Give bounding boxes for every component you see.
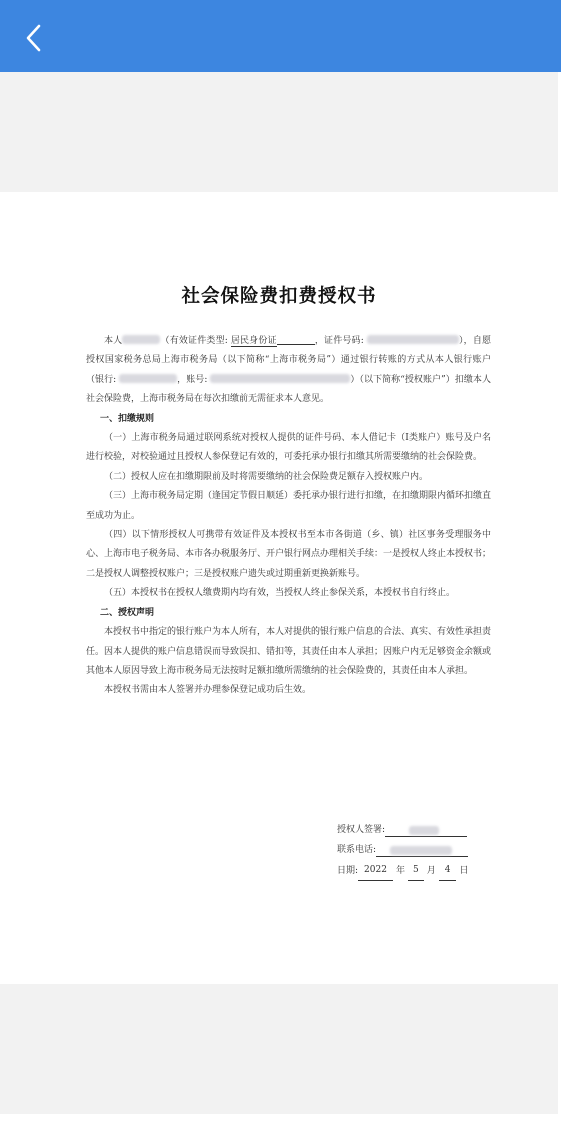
signature-field [385, 824, 467, 837]
rule-4: （四）以下情形授权人可携带有效证件及本授权书至本市各街道（乡、镇）社区事务受理服务中心、上海市电子税务局、本市各办税服务厅、开户银行网点办理相关手续：一是授权人终止本授权书；二是授权人调整授权账户；三是授权账户遗失或过期重新更换新账号。 [86, 530, 492, 579]
top-navigation-bar [0, 0, 561, 72]
phone-row [337, 840, 537, 860]
rule-1: （一）上海市税务局通过联网系统对授权人提供的证件号码、本人借记卡（I类账户）账号及户名进行校验，对校验通过且授权人参保登记有效的，可委托承办银行扣缴其所需要缴纳的社会保险费。 [86, 433, 491, 463]
intro-text: ，证件号码: [314, 336, 367, 346]
declaration-2: 本授权书需由本人签署并办理参保登记成功后生效。 [104, 685, 312, 696]
year-unit: 年 [395, 865, 405, 876]
document-title: 社会保险费扣费授权书 [181, 286, 377, 307]
day-unit: 日 [459, 865, 469, 876]
month-unit: 月 [426, 865, 436, 876]
redacted-id-number [367, 335, 459, 344]
date-day: 4 [439, 860, 457, 881]
bottom-strip [0, 1114, 561, 1141]
rule-2: （二）授权人应在扣缴期限前及时将需要缴纳的社会保险费足额存入授权账户内。 [104, 471, 429, 482]
redacted-signature [409, 826, 439, 835]
date-month: 5 [408, 860, 424, 881]
back-button[interactable] [14, 18, 54, 58]
bottom-background [0, 984, 561, 1114]
document-body [86, 332, 491, 701]
phone-label: 联系电话: [337, 845, 377, 855]
intro-text: ），自愿授权国家税务总局上海市税务局（以下简称“上海市税务局”）通过银行转账的方式从本人银行账户（银行: [86, 336, 491, 385]
intro-paragraph [86, 332, 491, 410]
redacted-phone [390, 846, 452, 855]
document-image [0, 192, 558, 984]
section-1-title: 一、扣缴规则 [100, 413, 155, 424]
declaration-1: 本授权书中指定的银行账户为本人所有，本人对提供的银行账户信息的合法、真实、有效性承担责任。因本人提供的账户信息错误而导致误扣、错扣等，其责任由本人承担；因账户内无足够资金余额或其他本人原因导致上海市税务局无法按时足额扣缴所需缴纳的社会保险费的，其责任由本人承担。 [86, 627, 492, 676]
intro-text: 本人 [104, 336, 123, 346]
date-year: 2022 [358, 860, 393, 881]
signature-block [337, 820, 537, 881]
signature-label: 授权人签署: [337, 825, 386, 835]
top-background [0, 72, 561, 192]
rule-3: （三）上海市税务局定期（逢国定节假日顺延）委托承办银行进行扣缴，在扣缴期限内循环扣缴直至成功为止。 [86, 491, 492, 521]
signature-row [337, 820, 537, 840]
rule-5: （五）本授权书在授权人缴费期内均有效，当授权人终止参保关系，本授权书自行终止。 [104, 588, 456, 599]
phone-field [376, 844, 468, 857]
date-label: 日期: [337, 865, 359, 876]
id-type-value: 居民身份证 [230, 336, 277, 346]
chevron-left-icon [22, 23, 46, 53]
underline-blank [277, 334, 315, 345]
intro-text: （有效证件类型: [160, 336, 231, 346]
intro-text: ，账号: [177, 374, 211, 385]
redacted-name [122, 335, 160, 344]
date-row [337, 860, 537, 881]
redacted-account-number [210, 374, 350, 383]
intro-text: ）（以下简称“授权账户”）扣缴本人社会保险费，上海市税务局在每次扣缴前无需征求本人意见。 [86, 374, 491, 405]
redacted-bank [119, 374, 177, 383]
section-2-title: 二、授权声明 [100, 607, 155, 618]
